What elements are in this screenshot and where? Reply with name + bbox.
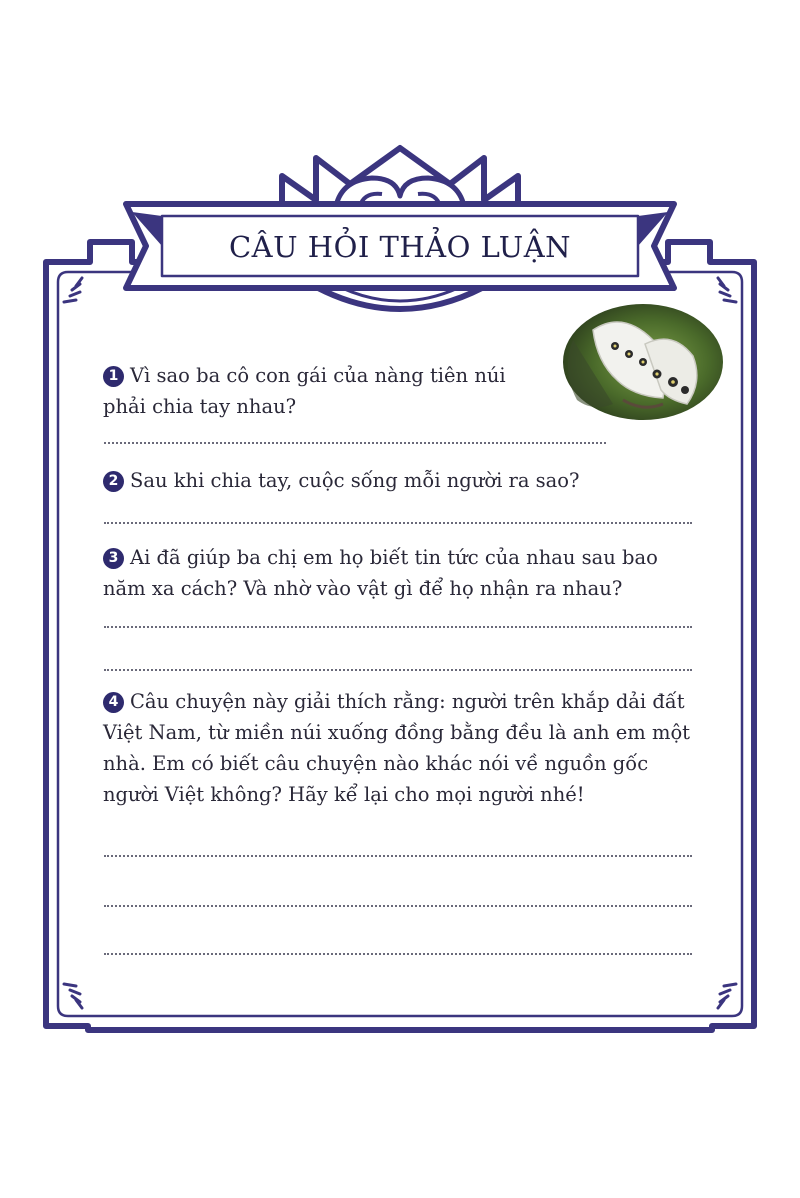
question-number-badge: 2 <box>103 471 124 492</box>
question-3 <box>103 542 698 604</box>
answer-line[interactable] <box>104 953 692 955</box>
answer-line[interactable] <box>104 905 692 907</box>
question-text: Câu chuyện này giải thích rằng: người trên khắp dải đất Việt Nam, từ miền núi xuống đồng bằng đều là anh em một nhà. Em có biết câu chuyện nào khác nói về nguồn gốc người Việt không? Hãy kể lại cho mọi người nhé! <box>103 690 691 806</box>
answer-line[interactable] <box>104 522 692 524</box>
question-number-badge: 3 <box>103 548 124 569</box>
answer-line[interactable] <box>104 855 692 857</box>
question-4 <box>103 686 698 810</box>
answer-line[interactable] <box>104 626 692 628</box>
butterfly-illustration <box>553 300 725 424</box>
question-text: Vì sao ba cô con gái của nàng tiên núi phải chia tay nhau? <box>103 364 506 418</box>
question-text: Ai đã giúp ba chị em họ biết tin tức của nhau sau bao năm xa cách? Và nhờ vào vật gì để họ nhận ra nhau? <box>103 546 658 600</box>
question-number-badge: 1 <box>103 366 124 387</box>
page-title: CÂU HỎI THẢO LUẬN <box>228 230 572 264</box>
question-text: Sau khi chia tay, cuộc sống mỗi người ra sao? <box>130 469 580 492</box>
question-1 <box>103 360 553 422</box>
answer-line[interactable] <box>104 669 692 671</box>
question-number-badge: 4 <box>103 692 124 713</box>
answer-line[interactable] <box>104 442 606 444</box>
question-2 <box>103 465 698 496</box>
